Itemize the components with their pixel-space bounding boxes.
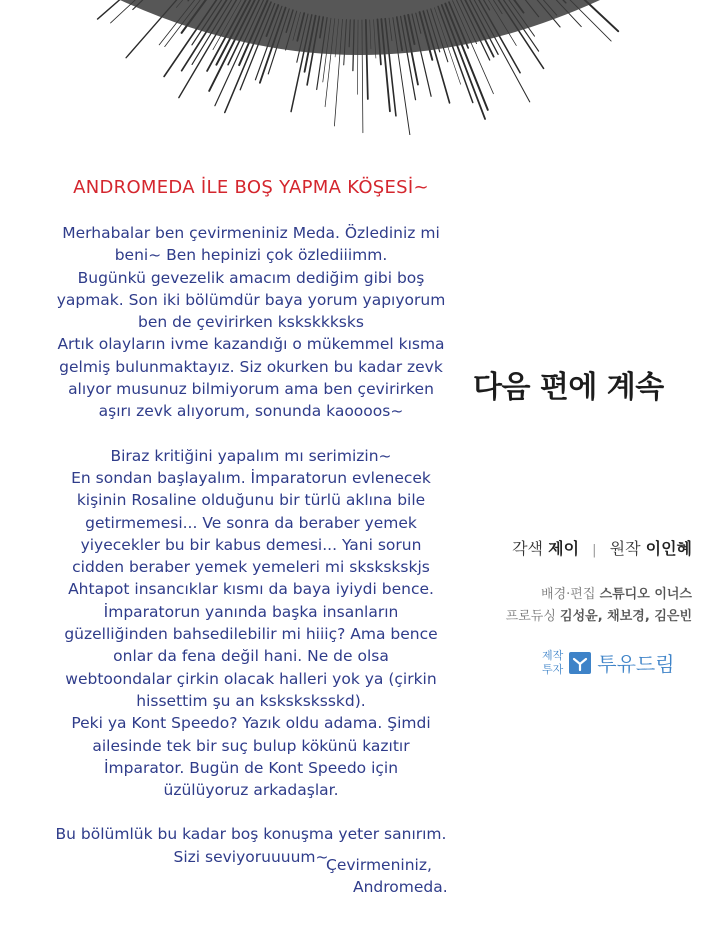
credits xyxy=(506,538,692,628)
speed-lines-burst xyxy=(0,0,720,135)
separator: | xyxy=(592,543,597,558)
producing-names: 김성윤, 채보경, 김은빈 xyxy=(560,609,692,624)
original-name: 이인혜 xyxy=(645,539,692,558)
studio-logo-icon xyxy=(569,652,591,674)
credit-main-line xyxy=(506,538,692,562)
studio-credit xyxy=(542,648,675,677)
note-paragraph: Merhabalar ben çevirmeniniz Meda. Özlediniz mi beni~ Ben hepinizi çok özlediiimm. Bugünkü gevezelik amacım dediğim gibi boş yapmak. Son iki bölümdür baya yorum yapıyorum ben de çevirirken kskskkksks Artık olayların ivme kazandığı o mükemmel kısma gelmiş bulunmaktayız. Siz okurken bu kadar zevk alıyor musunuz bilmiyorum ama ben çevirirken aşırı zevk alıyorum, sonunda kaoooos~ xyxy=(56,224,446,421)
note-title: ANDROMEDA İLE BOŞ YAPMA KÖŞESİ~ xyxy=(73,177,429,198)
note-paragraph: Biraz kritiğini yapalım mı serimizin~ En sondan başlayalım. İmparatorun evlenecek kişinin Rosaline olduğunu bir türlü aklına bile getirmemesi... Ve sonra da beraber yemek yiyecekler bu bir kabus demesi... Yani sorun cidden beraber yemek yemeleri mi skskskskjs Ahtapot insancıklar kısmı da baya iyiydi bence. İmparatorun yanında başka insanların güzelliğinden bahsedilebilir mi hiiiç? Ama bence onlar da fena değil hani. Ne de olsa webtoondalar çirkin olacak halleri yok ya (çirkin hissettim şu an ksksksksskd). Peki ya Kont Speedo? Yazık oldu adama. Şimdi ailesinde tek bir suç bulup kökünü kazıtır İmparator. Bugün de Kont Speedo için üzülüyoruz arkadaşlar. xyxy=(64,446,438,800)
bg-edit-role: 배경·편집 xyxy=(541,587,596,602)
producing-role: 프로듀싱 xyxy=(505,609,556,624)
credit-bg-edit xyxy=(506,584,692,606)
original-role: 원작 xyxy=(609,539,641,558)
note-paragraph: Bu bölümlük bu kadar boş konuşma yeter sanırım. Sizi seviyoruuuum~ xyxy=(55,825,447,866)
studio-name: 투유드림 xyxy=(597,652,675,676)
signature-line2: Andromeda. xyxy=(353,878,448,896)
signature-line1: Çevirmeniniz, xyxy=(326,856,432,874)
credit-producing xyxy=(506,606,692,628)
studio-roles: 제작 투자 xyxy=(542,648,564,676)
to-be-continued: 다음 편에 계속 xyxy=(473,370,664,405)
color-name: 제이 xyxy=(548,539,580,558)
bg-edit-name: 스튜디오 이너스 xyxy=(599,587,692,602)
translator-note xyxy=(18,176,484,868)
color-role: 각색 xyxy=(512,539,544,558)
